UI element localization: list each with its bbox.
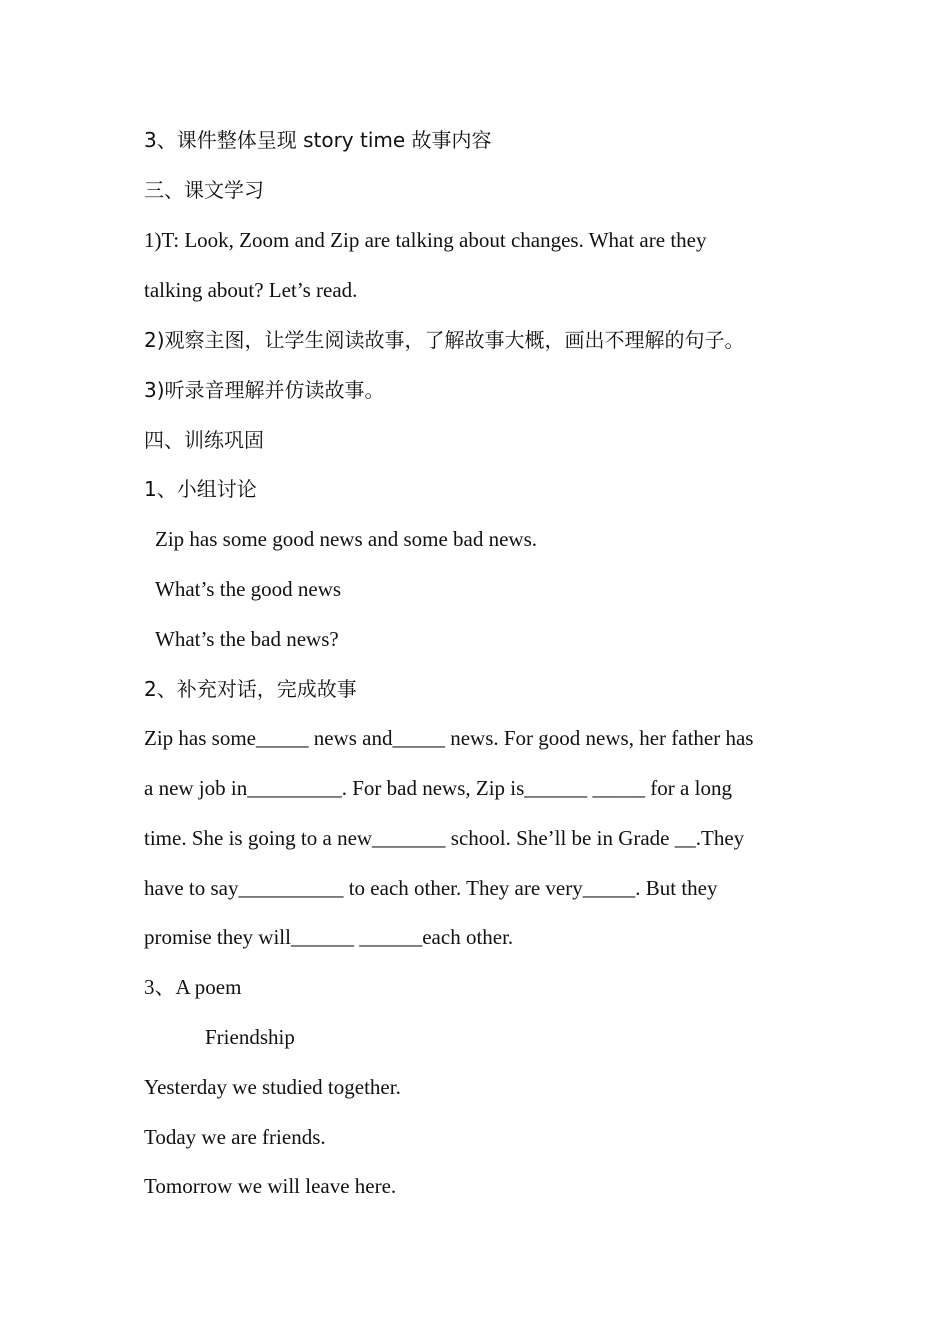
cloze-line-2: a new job in_________. For bad news, Zip is______ _____ for a long (144, 776, 732, 800)
cloze-line-5: promise they will______ ______each other. (144, 925, 514, 949)
poem-title: Friendship (205, 1025, 295, 1049)
group-discussion-heading: 1、小组讨论 (144, 477, 257, 501)
step-3-courseware-line: 3、课件整体呈现 story time 故事内容 (144, 128, 492, 152)
discussion-line-2: What’s the good news (155, 577, 342, 601)
cloze-line-1: Zip has some_____ news and_____ news. For good news, her father has (144, 726, 754, 750)
poem-heading: 3、A poem (144, 975, 242, 999)
section-heading-text-study: 三、课文学习 (144, 178, 264, 202)
cloze-line-3: time. She is going to a new_______ school. She’ll be in Grade __.They (144, 826, 745, 850)
poem-line-3: Tomorrow we will leave here. (144, 1174, 397, 1198)
cloze-line-4: have to say__________ to each other. They are very_____. But they (144, 876, 718, 900)
teacher-prompt-line-1: 1)T: Look, Zoom and Zip are talking about changes. What are they (144, 228, 707, 252)
listen-and-read-instruction: 3)听录音理解并仿读故事。 (144, 378, 385, 402)
poem-line-2: Today we are friends. (144, 1125, 326, 1149)
section-heading-practice: 四、训练巩固 (144, 428, 264, 452)
discussion-line-3: What’s the bad news? (155, 627, 339, 651)
discussion-line-1: Zip has some good news and some bad news. (155, 527, 538, 551)
observe-picture-instruction: 2)观察主图，让学生阅读故事，了解故事大概，画出不理解的句子。 (144, 328, 745, 352)
complete-story-heading: 2、补充对话，完成故事 (144, 677, 357, 701)
teacher-prompt-line-2: talking about? Let’s read. (144, 278, 358, 302)
poem-line-1: Yesterday we studied together. (144, 1075, 401, 1099)
